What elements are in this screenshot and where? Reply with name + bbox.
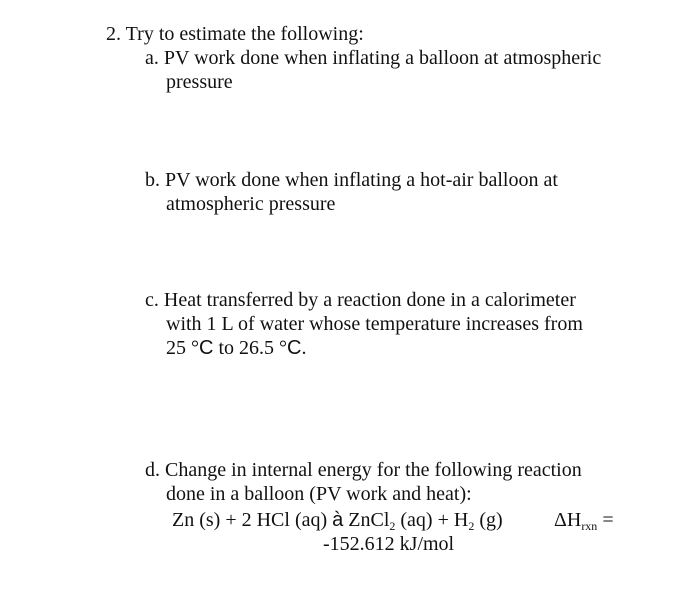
delta-h-subscript: rxn <box>581 519 598 533</box>
equation-reactants: Zn (s) + 2 HCl (aq) <box>172 509 333 531</box>
enthalpy-label <box>554 508 614 532</box>
enthalpy-value: -152.612 kJ/mol <box>323 533 455 555</box>
item-c-text-3 <box>145 336 583 360</box>
item-d-text-2: done in a balloon (PV work and heat): <box>166 483 472 505</box>
equation-product-h: (aq) + H <box>395 509 469 531</box>
temp-end-value: to 26.5 ° <box>213 337 288 359</box>
equation-arrow: à <box>332 509 344 531</box>
temp-start-value: 25 ° <box>166 337 199 359</box>
item-d-text-1: Change in internal energy for the following reaction <box>165 459 582 481</box>
item-a <box>145 46 601 94</box>
subscript-2-zncl: 2 <box>389 519 396 533</box>
item-c-text-1: Heat transferred by a reaction done in a calorimeter <box>163 289 576 311</box>
item-b-text-2: atmospheric pressure <box>166 193 336 215</box>
celsius-unit-2: C <box>287 337 302 359</box>
reaction-equation <box>172 508 503 532</box>
equation-product-state: (g) <box>474 509 503 531</box>
item-a-line-1 <box>145 46 601 70</box>
item-b <box>145 168 558 216</box>
item-a-text-1: PV work done when inflating a balloon at atmospheric <box>163 47 602 69</box>
sentence-period: . <box>301 337 307 359</box>
item-c <box>145 288 583 360</box>
celsius-unit-1: C <box>199 337 214 359</box>
item-c-line-1 <box>145 288 583 312</box>
equals-sign: = <box>597 509 614 531</box>
item-c-text-2: with 1 L of water whose temperature increases from <box>166 313 583 335</box>
item-a-text-2: pressure <box>166 71 233 93</box>
item-d-line-1 <box>145 458 582 482</box>
question-heading: 2. Try to estimate the following: <box>106 23 364 45</box>
item-a-letter: a. <box>145 47 159 69</box>
equation-product-zncl: ZnCl <box>343 509 390 531</box>
delta-h-symbol: ΔH <box>554 509 582 531</box>
item-b-line-1 <box>145 168 558 192</box>
subscript-2-h: 2 <box>468 519 475 533</box>
item-b-letter: b. <box>145 169 160 191</box>
item-c-letter: c. <box>145 289 159 311</box>
item-d <box>145 458 582 506</box>
item-d-letter: d. <box>145 459 160 481</box>
item-b-text-1: PV work done when inflating a hot-air balloon at <box>165 169 558 191</box>
